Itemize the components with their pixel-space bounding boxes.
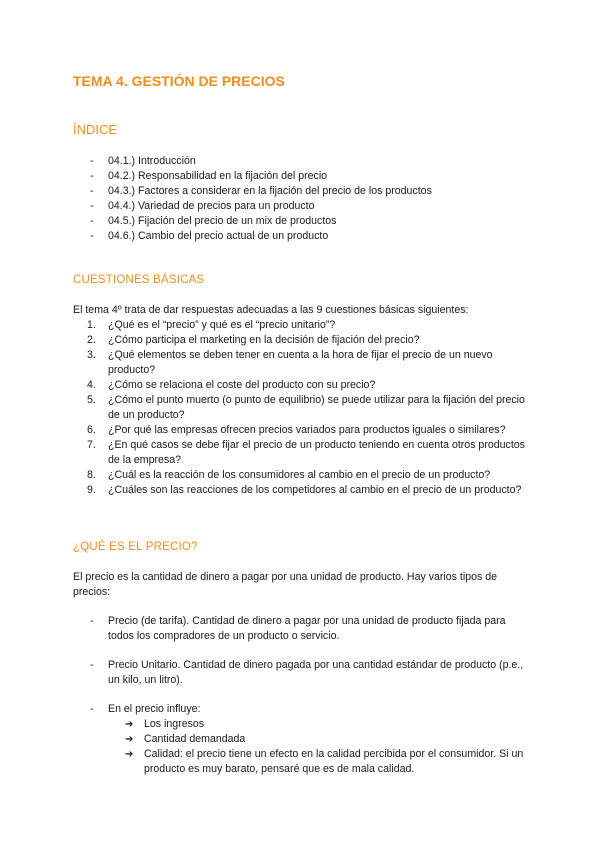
influence-item: ➔ Cantidad demandada — [125, 733, 246, 745]
bullet-dash: - — [90, 215, 94, 227]
question-item: 2. ¿Cómo participa el marketing en la decisión de fijación del precio? — [87, 334, 420, 346]
influence-item: ➔ Los ingresos — [125, 718, 205, 730]
bullet-dash: - — [90, 200, 94, 212]
bullet-dash: - — [90, 659, 94, 671]
question-item: 3. ¿Qué elementos se deben tener en cuenta a la hora de fijar el precio de un nuevo producto? — [87, 349, 493, 376]
index-list-block — [73, 154, 533, 244]
arrow-right-icon: ➔ — [125, 749, 134, 760]
price-heading: ¿QUÉ ES EL PRECIO? — [73, 541, 198, 553]
question-item: 8. ¿Cuál es la reacción de los consumidores al cambio en el precio de un producto? — [87, 469, 491, 481]
price-definition-unit-price: - Precio Unitario. Cantidad de dinero pagada por una cantidad estándar de producto (p.e., un kilo, un litro). — [90, 659, 524, 686]
price-intro: El precio es la cantidad de dinero a pagar por una unidad de producto. Hay varios tipos de precios: — [73, 571, 498, 598]
arrow-right-icon: ➔ — [125, 719, 134, 730]
bullet-dash: - — [90, 155, 94, 167]
bullet-dash: - — [90, 703, 94, 715]
index-heading: ÍNDICE — [73, 122, 118, 137]
index-item: - 04.5.) Fijación del precio de un mix de productos — [90, 215, 337, 227]
arrow-right-icon: ➔ — [125, 734, 134, 745]
index-item: - 04.4.) Variedad de precios para un producto — [90, 200, 315, 212]
influences-list — [73, 717, 533, 777]
bullet-dash: - — [90, 615, 94, 627]
questions-heading: CUESTIONES BÁSICAS — [73, 274, 205, 286]
question-item: 9. ¿Cuáles son las reacciones de los competidores al cambio en el precio de un producto? — [87, 484, 522, 496]
index-list — [73, 154, 533, 244]
bullet-dash: - — [90, 230, 94, 242]
question-item: 6. ¿Por qué las empresas ofrecen precios variados para productos iguales o similares? — [87, 424, 506, 436]
index-item: - 04.1.) Introducción — [90, 155, 196, 167]
bullet-dash: - — [90, 170, 94, 182]
question-item: 1. ¿Qué es el “precio” y qué es el “precio unitario”? — [87, 319, 336, 331]
index-item: - 04.6.) Cambio del precio actual de un producto — [90, 230, 329, 242]
questions-list — [73, 318, 533, 498]
page-title: TEMA 4. GESTIÓN DE PRECIOS — [73, 73, 285, 89]
price-influences: - En el precio influye: ➔ Los ingresos ➔ Cantidad demandada ➔ Calidad: el precio tiene un efecto en la calidad percibida por el consumidor. Si un producto es muy barato, pensaré que es de mala calidad. — [73, 702, 533, 777]
question-item: 7. ¿En qué casos se debe fijar el precio de un producto teniendo en cuenta otros productos de la empresa? — [87, 439, 525, 466]
index-item: - 04.2.) Responsabilidad en la fijación del precio — [90, 170, 328, 182]
price-definition-list-price: - Precio (de tarifa). Cantidad de dinero a pagar por una unidad de producto fijada para todos los compradores de un producto o servicio. — [90, 615, 506, 642]
question-item: 5. ¿Cómo el punto muerto (o punto de equilibrio) se puede utilizar para la fijación del precio de un producto? — [87, 394, 525, 421]
questions-block — [73, 303, 533, 498]
question-item: 4. ¿Cómo se relaciona el coste del producto con su precio? — [87, 379, 376, 391]
index-item: - 04.3.) Factores a considerar en la fijación del precio de los productos — [90, 185, 432, 197]
questions-intro: El tema 4º trata de dar respuestas adecuadas a las 9 cuestiones básicas siguientes: — [73, 304, 469, 316]
bullet-dash: - — [90, 185, 94, 197]
influence-item: ➔ Calidad: el precio tiene un efecto en la calidad percibida por el consumidor. Si un producto es muy barato, pensaré que es de mala calidad. — [125, 748, 524, 775]
